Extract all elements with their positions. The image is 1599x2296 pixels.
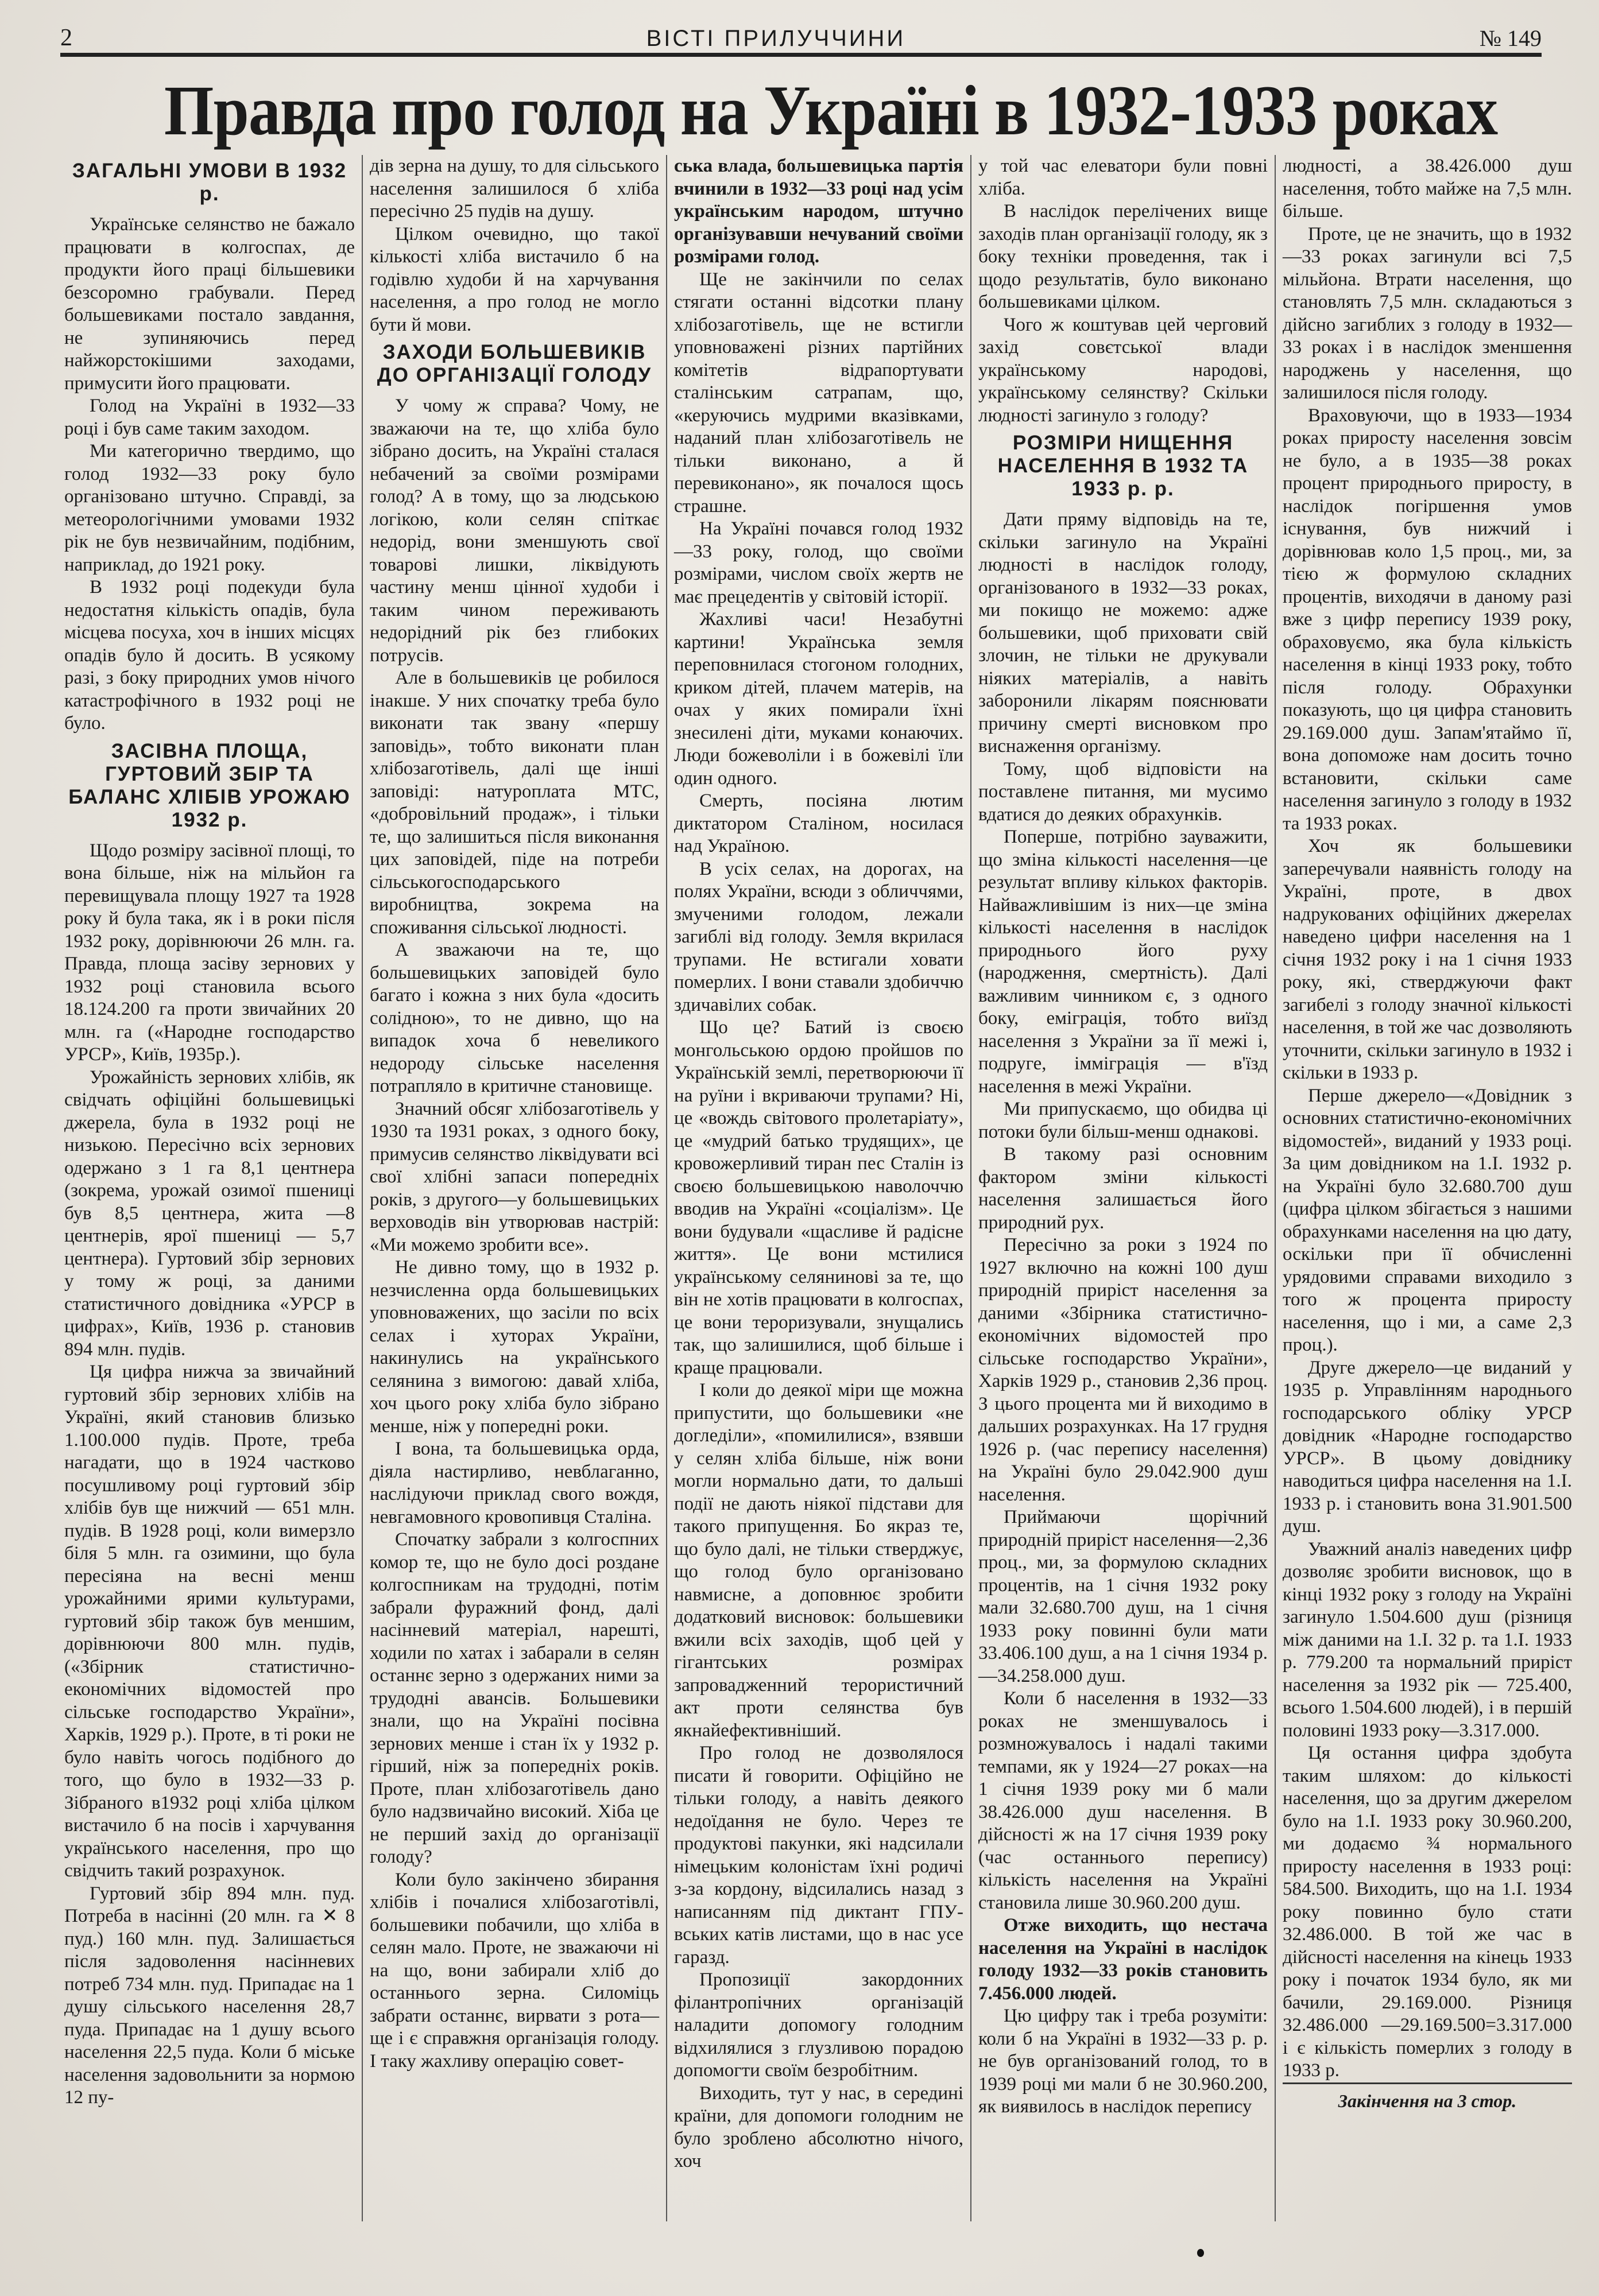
paragraph: Пересічно за роки з 1924 по 1927 включно на кожні 100 душ природній приріст населення за даними «Збірника статистично-економічних відомостей про сільське господарство України», Харків 1929 р., становив 2,36 проц. З цього процента ми й виходимо в дальших розрахунках. На 17 грудня 1926 р. (час перепису населення) на Україні було 29.042.900 душ населення. [978, 1235, 1268, 1505]
continuation-note: Закінчення на 3 стор. [1283, 2082, 1572, 2113]
paragraph: В наслідок перелічених вище заходів план організації голоду, як з боку техніки проведення, так і щодо результатів, було виконано большевиками цілком. [978, 201, 1268, 312]
paragraph: В усіх селах, на дорогах, на полях України, всюди з обличчями, змученими голодом, лежали загиблі від голоду. Земля вкрилася трупами. Не встигали ховати померлих. І вони ставали здобиччю здичавілих собак. [674, 858, 963, 1015]
paragraph: На Україні почався голод 1932—33 року, голод, що своїми розмірами, числом своїх жертв не має прецедентів у світовій історії. [674, 518, 963, 607]
newspaper-name: ВІСТІ ПРИЛУЧЧИНИ [646, 26, 906, 51]
paragraph: Ще не закінчили по селах стягати останні відсотки плану хлібозаготівель, ще не встигли уповноважені різних партійних комітетів відрапортувати сталінським сатрапам, що, «керуючись мудрими вказівками, наданий план хлібозаготівель не тільки виконано, а й перевиконано», як почалося щось страшне. [674, 269, 963, 517]
paragraph: Враховуючи, що в 1933—1934 роках приросту населення зовсім не було, а в 1935—38 роках процент природнього приросту, в наслідок погіршення умов існування, був нижчий і дорівнював коло 1,5 проц., ми, за тією ж формулою складних процентів, виходячи в даному разі вже з цифр перепису 1939 року, обраховуємо, яка була кількість населення в кінці 1933 року, тобто після голоду. Обрахунки показують, що ця цифра становить 29.169.000 душ. Запам'ятаймо її, вона допоможе нам досить точно встановити, скільки саме населення загинуло з голоду в 1932 та 1933 роках. [1283, 405, 1572, 834]
paragraph: Що це? Батий із своєю монгольською ордою пройшов по Українській землі, перетворюючи її на руїни і вкриваючи трупами? Ні, це «вождь світового пролетаріату», це «мудрий батько трудящих», це кровожерливий тиран пес Сталін із своєю большевицькою наволоччю вводив на Україні «соціалізм». Це вони будували «щасливе й радісне життя». Це вони мстилися українському селянинові за те, що він не хотів працювати в колгоспах, це вони тероризували, знущались так, що залишилися, щоб більше і краще працювали. [674, 1017, 963, 1378]
paragraph: дів зерна на душу, то для сільського населення залишилося б хліба пересічно 25 пудів на душу. [370, 156, 660, 222]
paragraph: Приймаючи щорічний природній приріст населення—2,36 проц., ми, за формулою складних процентів, на 1 січня 1932 року мали 32.680.700 душ, на 1 січня 1933 року повинні були мати 33.406.100 душ, а на 1 січня 1934 р.—34.258.000 душ. [978, 1507, 1268, 1686]
paragraph: людності, а 38.426.000 душ населення, тобто майже на 7,5 млн. більше. [1283, 156, 1572, 222]
paragraph: Ми категорично твердимо, що голод 1932—33 року було організовано штучно. Справді, за метеорологічними умовами 1932 рік не був незвичайним, подібним, наприклад, до 1921 року. [64, 441, 355, 575]
paragraph: Чого ж коштував цей черговий захід совєтської влади українському народові, українському селянству? Скільки людності загинуло з голоду? [978, 314, 1268, 426]
paragraph: Друге джерело—це виданий у 1935 р. Управлінням народнього господарського обліку УРСР довідник «Народне господарство УРСР». В цьому довіднику наводиться цифра населення на 1.І. 1933 р. і становить вона 31.901.500 душ. [1283, 1357, 1572, 1537]
section-heading: ЗАХОДИ БОЛЬШЕВИКІВ ДО ОРГАНІЗАЦІЇ ГОЛОДУ [377, 341, 652, 386]
paragraph: Гуртовий збір 894 млн. пуд. Потреба в насінні (20 млн. га ✕ 8 пуд.) 160 млн. пуд. Залишається після задоволення насінневих потреб 734 млн. пуд. Припадає на 1 душу сільського населення 28,7 пуда. Припадає на 1 душу всього населення 22,5 пуда. Коли б міське населення задовольнити за нормою 12 пу- [64, 1883, 355, 2108]
column-3 [666, 155, 970, 2221]
paragraph: Ця цифра нижча за звичайний гуртовий збір зернових хлібів на Україні, який становив близько 1.100.000 пудів. Проте, треба нагадати, що в 1924 частково посушливому році гуртовий збір хлібів був ще нижчий — 651 млн. пудів. В 1928 році, коли вимерзло біля 5 млн. га озимини, що була пересіяна на весні менш урожайними ярими культурами, гуртовий збір також був меншим, дорівнюючи 800 млн. пудів, («Збірник статистично-економічних відомостей про сільське господарство України», Харків, 1929 р.). Проте, в ті роки не було навіть чогось подібного до того, що було в 1932—33 р. Зібраного в1932 році хліба цілком вистачило б на посів і харчування українського населення, про що свідчить такий розрахунок. [64, 1362, 355, 1881]
header-rule [60, 53, 1542, 57]
paragraph: Значний обсяг хлібозаготівель у 1930 та 1931 роках, з одного боку, примусив селянство ліквідувати всі свої хлібні запаси попередніх років, з другого—у большевицьких верховодів він утворював настрій: «Ми можемо зробити все». [370, 1098, 659, 1255]
paragraph: В 1932 році подекуди була недостатня кількість опадів, була місцева посуха, хоч в інших місцях опадів було й досить. В усякому разі, з боку природних умов нічого катастрофічного в 1932 році не було. [64, 577, 355, 734]
issue-number: № 149 [1479, 25, 1542, 51]
paragraph: Коли було закінчено збирання хлібів і почалися хлібозаготівлі, большевики побачили, що хліба в селян мало. Проте, не зважаючи ні на що, вони забирали хліб до останнього зерна. Силоміць забрати останнє, вирвати з рота—ще і є справжня організація голоду. І таку жахливу операцію совет- [370, 1869, 659, 2072]
paragraph: У чому ж справа? Чому, не зважаючи на те, що хліба було зібрано досить, на Україні сталася небачений за своїми розмірами голод? А в тому, що за людською логікою, коли селян спіткає недорід, вони зменшують свої товарові лишки, ліквідують частину менш цінної худоби і таким чином переживають недорідний рік без глибоких потрусів. [370, 395, 659, 666]
column-4 [970, 155, 1275, 2221]
column-1 [57, 155, 362, 2221]
paragraph: Урожайність зернових хлібів, як свідчать офіційні большевицькі джерела, була в 1932 році не низькою. Пересічно всіх зернових одержано з 1 га 8,1 центнера (зокрема, урожай озимої пшениці був 8,5 центнера, жита —8 центнерів, ярої пшениці — 5,7 центнера). Гуртовий збір зернових у тому ж році, за даними статистичного довідника «УРСР в цифрах», Київ, 1936 р. становив 894 млн. пудів. [64, 1066, 355, 1360]
paragraph: Ми припускаємо, що обидва ці потоки були більш-менш однакові. [978, 1099, 1268, 1142]
section-heading: РОЗМІРИ НИЩЕННЯ НАСЕЛЕННЯ В 1932 ТА 1933 р. р. [997, 432, 1249, 500]
column-5 [1275, 155, 1579, 2221]
page-number: 2 [60, 25, 72, 51]
paragraph: Перше джерело—«Довідник з основних статистично-економічних відомостей», виданий у 1933 році. За цим довідником на 1.І. 1932 р. на Україні було 32.680.700 душ (цифра цілком збігається з нашими обрахунками населення на цю дату, оскільки при її обчисленні урядовими справами виходило з того ж процента приросту населення, що і ми, а саме 2,3 проц.). [1283, 1085, 1572, 1355]
paragraph: Про голод не дозволялося писати й говорити. Офіційно не тільки голоду, а навіть деякого недоїдання не було. Через те продуктові пакунки, які надсилали німецьким колоністам їхні родичі з-за кордону, відсилались назад з написанням під диктант ГПУ-вських катів листами, що в нас усе гаразд. [674, 1743, 963, 1968]
paragraph: А зважаючи на те, що большевицьких заповідей було багато і кожна з них була «досить солідною», то не дивно, що на випадок хоча б невеликого недороду сільське населення потрапляло в критичне становище. [370, 940, 659, 1096]
paragraph: Дати пряму відповідь на те, скільки загинуло на Україні людності в наслідок голоду, організованого в 1932—33 роках, ми покищо не можемо: адже большевики, щоб приховати свій злочин, не тільки не друкували ніяких матеріалів, а навіть заборонили лікарям пояснювати причину смерті висновком про виснаження організму. [978, 509, 1268, 757]
paragraph: Коли б населення в 1932—33 роках не зменшувалось і розмножувалось і надалі такими темпами, як у 1924—27 роках—на 1 січня 1939 року ми б мали 38.426.000 душ населення. В дійсності ж на 17 січня 1939 року (час останнього перепису) кількість населення на Україні становила лише 30.960.200 душ. [978, 1688, 1268, 1913]
paragraph: В такому разі основним фактором зміни кількості населення залишається його природний рух. [978, 1144, 1268, 1233]
paragraph: Проте, це не значить, що в 1932—33 роках загинули всі 7,5 мільйона. Втрати населення, що становлять 7,5 млн. складаються з дійсно загиблих з голоду в 1932—33 роках і в наслідок зменшення народжень у населення, що залишилося після голоду. [1283, 223, 1572, 403]
column-2 [362, 155, 666, 2221]
paragraph: Українське селянство не бажало працювати в колгоспах, де продукти його праці більшевики безсоромно грабували. Перед большевиками постало завдання, не зупиняючись перед найжорстокішими заходами, примусити його працювати. [64, 214, 355, 394]
article-columns [57, 155, 1579, 2221]
paragraph: Не дивно тому, що в 1932 р. незчисленна орда большевицьких уповноважених, що засіли по всіх селах і хуторах України, накинулись на українського селянина з вимогою: давай хліба, хоч цього року хліба було зібрано менше, ніж у попередні роки. [370, 1257, 659, 1437]
paragraph: Хоч як большевики заперечували наявність голоду на Україні, проте, в двох надрукованих офіційних джерелах наведено цифри населення на 1 січня 1932 року і на 1 січня 1933 року, які, стверджуючи факт загибелі з голоду значної кількості населення, в той же час дозволяють уточнити, скільки загинуло в 1932 і скільки в 1933 р. [1283, 836, 1572, 1083]
paragraph: Цю цифру так і треба розуміти: коли б на Україні в 1932—33 р. р. не був організований голод, то в 1939 році ми мали б не 30.960.200, як виявилось в наслідок перепису [978, 2006, 1268, 2117]
paragraph: Але в большевиків це робилося інакше. У них спочатку треба було виконати так звану «першу заповідь», тобто виконати план хлібозаготівель, далі ще інші заповіді: натуроплата МТС, «добровільний продаж», і тільки те, що залишиться після виконання цих заповідей, піде на потреби сільськогосподарського виробництва, зокрема на споживання сільської людності. [370, 668, 659, 938]
paragraph: у той час елеватори були повні хліба. [978, 156, 1268, 199]
paragraph: Пропозиції закордонних філантропічних організацій наладити допомогу голодним відхилялися з глузливою порадою допомогти своїм безробітним. [674, 1969, 963, 2081]
page-header [60, 17, 1542, 52]
paragraph: І вона, та большевицька орда, діяла настирливо, невблаганно, наслідуючи приклад свого вождя, невгамовного кровопивця Сталіна. [370, 1438, 659, 1527]
paragraph: Смерть, посіяна лютим диктатором Сталіном, носилася над Україною. [674, 790, 963, 856]
paragraph: І коли до деякої міри ще можна припустити, що большевики «не догледіли», «помилилися», взявши у селян хліба більше, ніж вони могли нормально дати, то дальші події не дають ніякої підстави для такого припущення. Бо якраз те, що було далі, не тільки стверджує, що голод було організовано навмисне, а доповнює зробити додатковий висновок: большевики вжили всіх заходів, щоб цей у гігантських розмірах запровадженний терористичний акт проти селянства був якнайефективніший. [674, 1380, 963, 1741]
paragraph: Щодо розміру засівної площі, то вона більше, ніж на мільйон га перевищувала площу 1927 та 1928 року й була така, як і в роки після 1932 року, дорівнюючи 26 млн. га. Правда, площа засіву зернових у 1932 році становила всього 18.124.200 га проти звичайних 20 млн. га («Народне господарство УРСР», Київ, 1935р.). [64, 840, 355, 1065]
paragraph: Тому, щоб відповісти на поставлене питання, ми мусимо вдатися до деяких обрахунків. [978, 758, 1268, 825]
paragraph: Голод на Україні в 1932—33 році і був саме таким заходом. [64, 395, 355, 439]
headline: Правда про голод на Україні в 1932-1933 роках [164, 71, 1498, 150]
paragraph: ська влада, большевицька партія вчинили в 1932—33 році над усім українським народом, штучно організувавши нечуваний своїми розмірами голод. [674, 156, 963, 267]
section-heading: ЗАСІВНА ПЛОЩА, ГУРТОВИЙ ЗБІР ТА БАЛАНС ХЛІБІВ УРОЖАЮ 1932 р. [68, 739, 351, 831]
paragraph: Отже виходить, що нестача населення на Україні в наслідок голоду 1932—33 років становить 7.456.000 людей. [978, 1915, 1268, 2004]
paragraph: Жахливі часи! Незабутні картини! Українська земля переповнилася стогоном голодних, криком дітей, плачем матерів, на очах у яких помирали їхні знесилені діти, муками конаючих. Люди божеволіли і в божевілі їли один одного. [674, 609, 963, 789]
section-heading: ЗАГАЛЬНІ УМОВИ В 1932 р. [72, 160, 347, 205]
print-mark [1197, 2249, 1204, 2257]
paragraph: Цілком очевидно, що такої кількості хліба вистачило б на годівлю худоби й на харчування населення, а про голод не могло бути й мови. [370, 223, 659, 335]
paragraph: Спочатку забрали з колгоспних комор те, що не було досі роздане колгоспникам на трудодні, потім забрали фуражний фонд, далі насінневий матеріал, нарешті, ходили по хатах і забарали в селян останнє зерно з одержаних ними за трудодні авансів. Большевики знали, що на Україні посівна зернових менше і стан їх у 1932 р. гірший, ніж за попередніх років. Проте, план хлібозаготівель дано було надзвичайно високий. Хіба це не перший захід до організації голоду? [370, 1529, 659, 1867]
paragraph: Поперше, потрібно зауважити, що зміна кількості населення—це результат впливу кількох факторів. Найважливішим із них—це зміна кількості населення в наслідок природнього його руху (народження, смертність). Далі важливим чинником є, з одного боку, еміграція, тобто виїзд населення з України за її межі і, подруге, імміграція — в'їзд населення в межі України. [978, 827, 1268, 1097]
paragraph: Виходить, тут у нас, в середині країни, для допомоги голодним не було зроблено абсолютно нічого, хоч [674, 2082, 963, 2171]
paragraph: Ця остання цифра здобута таким шляхом: до кількості населення, що за другим джерелом було на 1.І. 1933 року 30.960.200, ми додаємо ¾ нормального приросту населення в 1933 році: 584.500. Виходить, що на 1.І. 1934 року повинно було стати 32.486.000. В той же час в дійсності населення на кінець 1933 року і початок 1934 було, як ми бачили, 29.169.000. Різниця 32.486.000 —29.169.500=3.317.000 і є кількість померлих з голоду в 1933 р. [1283, 1743, 1572, 2081]
paragraph: Уважний аналіз наведених цифр дозволяє зробити висновок, що в кінці 1932 року з голоду на Україні загинуло 1.504.600 душ (різниця між даними на 1.І. 32 р. та 1.І. 1933 р. 779.200 та нормальний приріст населення за 1932 рік — 725.400, всього 1.504.600 людей), і в першій половині 1933 року—3.317.000. [1283, 1538, 1572, 1741]
